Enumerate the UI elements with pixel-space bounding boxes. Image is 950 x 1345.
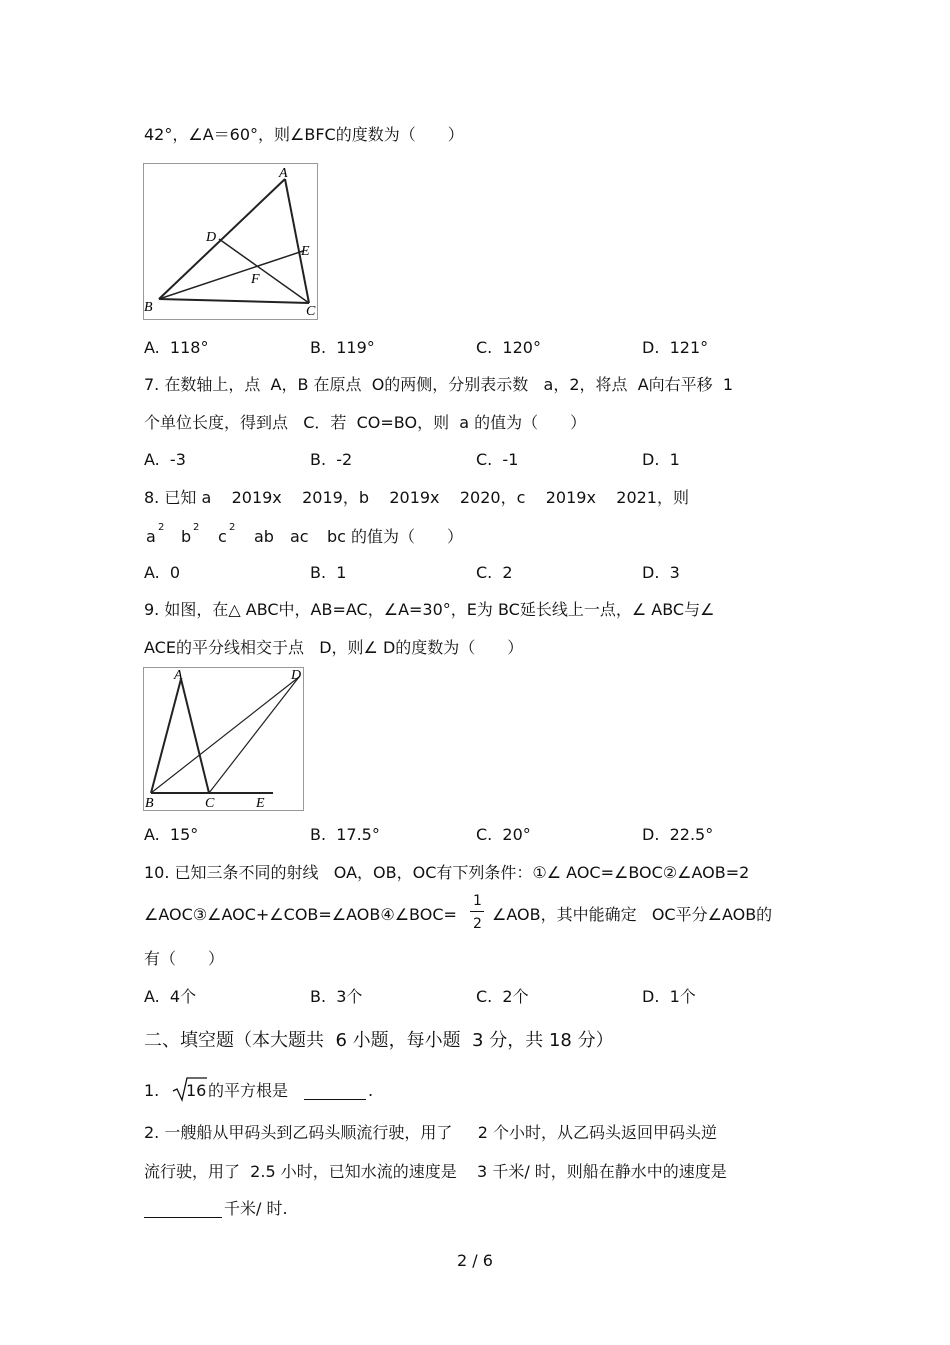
q8-term-b: b: [181, 527, 192, 546]
q6-option-b[interactable]: B. 119°: [310, 338, 375, 357]
q10-line2a: ∠AOC③∠AOC+∠COB=∠AOB④∠BOC=: [144, 905, 457, 924]
q7-option-c[interactable]: C. -1: [476, 450, 519, 469]
fill1-answer-blank[interactable]: [304, 1083, 366, 1100]
q10-line2b: ∠AOB，其中能确定 OC平分∠AOB的: [492, 905, 773, 924]
fill2-line1: 2. 一艘船从甲码头到乙码头顺流行驶，用了 2 个小时，从乙码头返回甲码头逆: [144, 1123, 718, 1142]
q8-option-c[interactable]: C. 2: [476, 563, 513, 582]
fill2-line2: 流行驶，用了 2.5 小时，已知水流的速度是 3 千米/ 时，则船在静水中的速度是: [144, 1162, 727, 1181]
label-C: C: [306, 304, 316, 319]
q8-exp-c: 2: [229, 522, 236, 533]
q9-option-d[interactable]: D. 22.5°: [642, 825, 714, 844]
q7-option-a[interactable]: A. -3: [144, 450, 186, 469]
fill1-number: 1.: [144, 1081, 160, 1100]
label-B: B: [144, 300, 153, 315]
q8-option-a[interactable]: A. 0: [144, 563, 181, 582]
fraction-numerator: 1: [473, 893, 482, 909]
q8-term-bc: bc 的值为（ ）: [327, 527, 464, 546]
q8-exp-b: 2: [193, 522, 200, 533]
label-A: A: [279, 166, 288, 181]
q7-line1: 7. 在数轴上，点 A，B 在原点 O的两侧，分别表示数 a，2，将点 A向右平移 1: [144, 375, 734, 394]
q8-line1: 8. 已知 a 2019x 2019，b 2019x 2020，c 2019x 2021，则: [144, 488, 689, 507]
q8-term-ab: ab: [254, 527, 274, 546]
q8-term-a: a: [146, 527, 156, 546]
q9-option-c[interactable]: C. 20°: [476, 825, 531, 844]
q10-option-b[interactable]: B. 3个: [310, 987, 363, 1006]
fill1-radicand: 16: [186, 1081, 207, 1100]
label-A: A: [174, 668, 183, 683]
label-E: E: [301, 244, 310, 259]
fill1-period: .: [368, 1081, 374, 1100]
fraction-bar: [470, 911, 484, 912]
q6-option-a[interactable]: A. 118°: [144, 338, 209, 357]
label-B: B: [145, 796, 154, 811]
q10-line1: 10. 已知三条不同的射线 OA，OB，OC有下列条件：①∠ AOC=∠BOC②∠AOB=2: [144, 863, 750, 882]
q8-exp-a: 2: [158, 522, 165, 533]
q7-option-d[interactable]: D. 1: [642, 450, 680, 469]
label-D: D: [291, 668, 302, 683]
q6-option-c[interactable]: C. 120°: [476, 338, 541, 357]
fill2-unit: 千米/ 时.: [224, 1199, 288, 1218]
q10-option-d[interactable]: D. 1个: [642, 987, 696, 1006]
label-C: C: [205, 796, 215, 811]
label-D: D: [206, 230, 217, 245]
fill1-text: 的平方根是: [208, 1081, 294, 1100]
fill2-answer-blank[interactable]: [144, 1201, 222, 1218]
q10-option-c[interactable]: C. 2个: [476, 987, 529, 1006]
q8-option-d[interactable]: D. 3: [642, 563, 680, 582]
section-heading-fill-in: 二、填空题（本大题共 6 小题，每小题 3 分，共 18 分）: [144, 1030, 614, 1051]
q9-figure: [143, 667, 305, 816]
q10-line3: 有（ ）: [144, 949, 225, 968]
q7-option-b[interactable]: B. -2: [310, 450, 353, 469]
page-number: 2 / 6: [457, 1251, 493, 1270]
q9-line1: 9. 如图，在△ ABC中，AB=AC，∠A=30°，E为 BC延长线上一点，∠ ABC与∠: [144, 600, 715, 619]
triangle-figure: [143, 163, 319, 321]
angle-bisector-figure: [143, 667, 305, 812]
q8-term-c: c: [218, 527, 227, 546]
q6-stem: 42°，∠A＝60°，则∠BFC的度数为（ ）: [144, 125, 464, 144]
label-E: E: [256, 796, 265, 811]
q9-line2: ACE的平分线相交于点 D，则∠ D的度数为（ ）: [144, 638, 524, 657]
label-F: F: [251, 272, 260, 287]
q7-line2: 个单位长度，得到点 C．若 CO=BO，则 a 的值为（ ）: [144, 413, 587, 432]
q6-option-d[interactable]: D. 121°: [642, 338, 709, 357]
q9-option-a[interactable]: A. 15°: [144, 825, 199, 844]
fraction-denominator: 2: [473, 916, 482, 932]
q8-term-ac: ac: [290, 527, 309, 546]
q9-option-b[interactable]: B. 17.5°: [310, 825, 380, 844]
q10-option-a[interactable]: A. 4个: [144, 987, 197, 1006]
q8-option-b[interactable]: B. 1: [310, 563, 347, 582]
q6-figure: [143, 163, 319, 325]
